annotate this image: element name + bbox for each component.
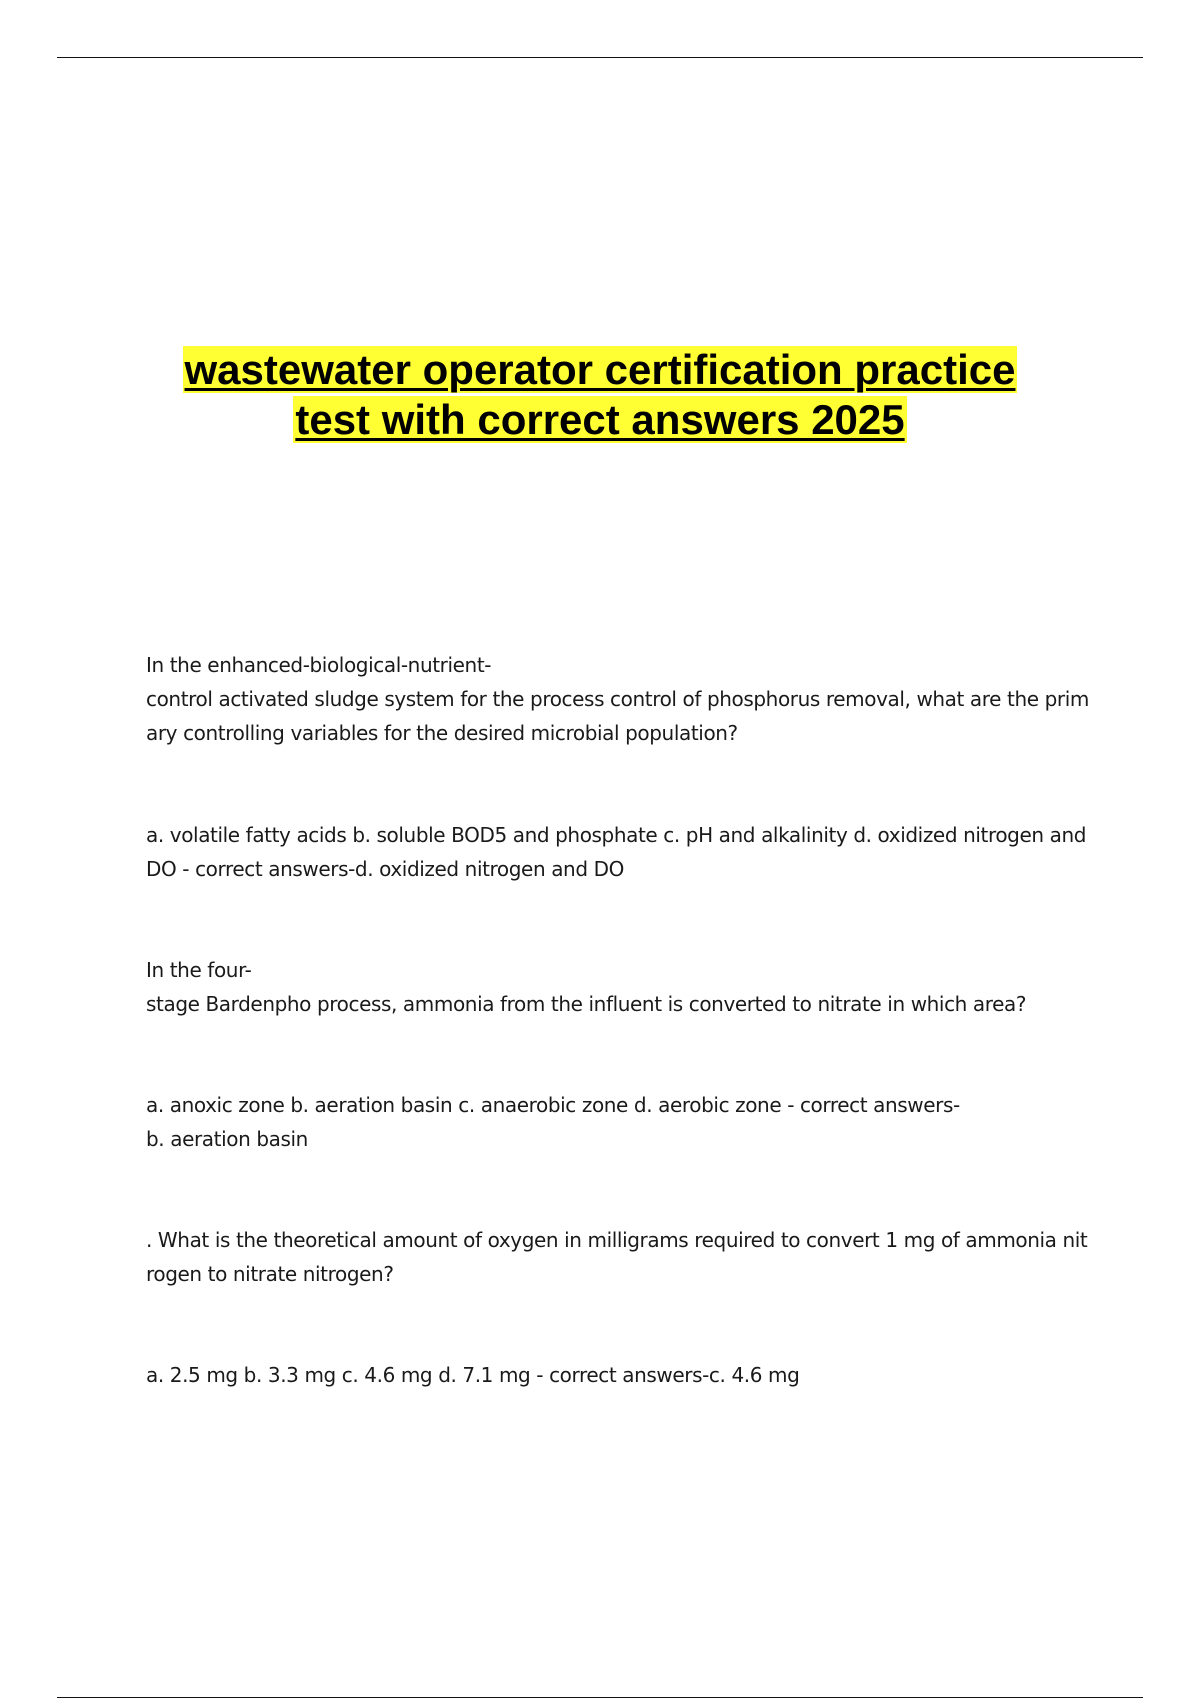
document-title [100,345,1100,445]
question-1-line-3: ary controlling variables for the desired microbial population? [146,721,738,745]
answer-1 [146,818,1106,886]
answer-3 [146,1358,1106,1392]
question-1 [146,648,1106,750]
question-2-line-2: stage Bardenpho process, ammonia from the influent is converted to nitrate in which area? [146,992,1027,1016]
question-2 [146,953,1106,1021]
question-1-line-1: In the enhanced-biological-nutrient- [146,653,492,677]
question-1-line-2: control activated sludge system for the process control of phosphorus removal, what are the prim [146,687,1089,711]
answer-1-line-2: DO - correct answers-d. oxidized nitrogen and DO [146,857,624,881]
answer-2 [146,1088,1106,1156]
top-rule [57,57,1143,58]
bottom-rule [57,1697,1143,1698]
answer-3-line-1: a. 2.5 mg b. 3.3 mg c. 4.6 mg d. 7.1 mg - correct answers-c. 4.6 mg [146,1363,800,1387]
title-line-2: test with correct answers 2025 [295,396,905,443]
answer-1-line-1: a. volatile fatty acids b. soluble BOD5 and phosphate c. pH and alkalinity d. oxidized nitrogen and [146,823,1087,847]
title-line-1: wastewater operator certification practice [184,346,1016,393]
question-3-line-2: rogen to nitrate nitrogen? [146,1262,394,1286]
question-2-line-1: In the four- [146,958,252,982]
question-3 [146,1223,1106,1291]
answer-2-line-1: a. anoxic zone b. aeration basin c. anaerobic zone d. aerobic zone - correct answers- [146,1093,960,1117]
question-3-line-1: . What is the theoretical amount of oxygen in milligrams required to convert 1 mg of ammonia nit [146,1228,1088,1252]
answer-2-line-2: b. aeration basin [146,1127,308,1151]
